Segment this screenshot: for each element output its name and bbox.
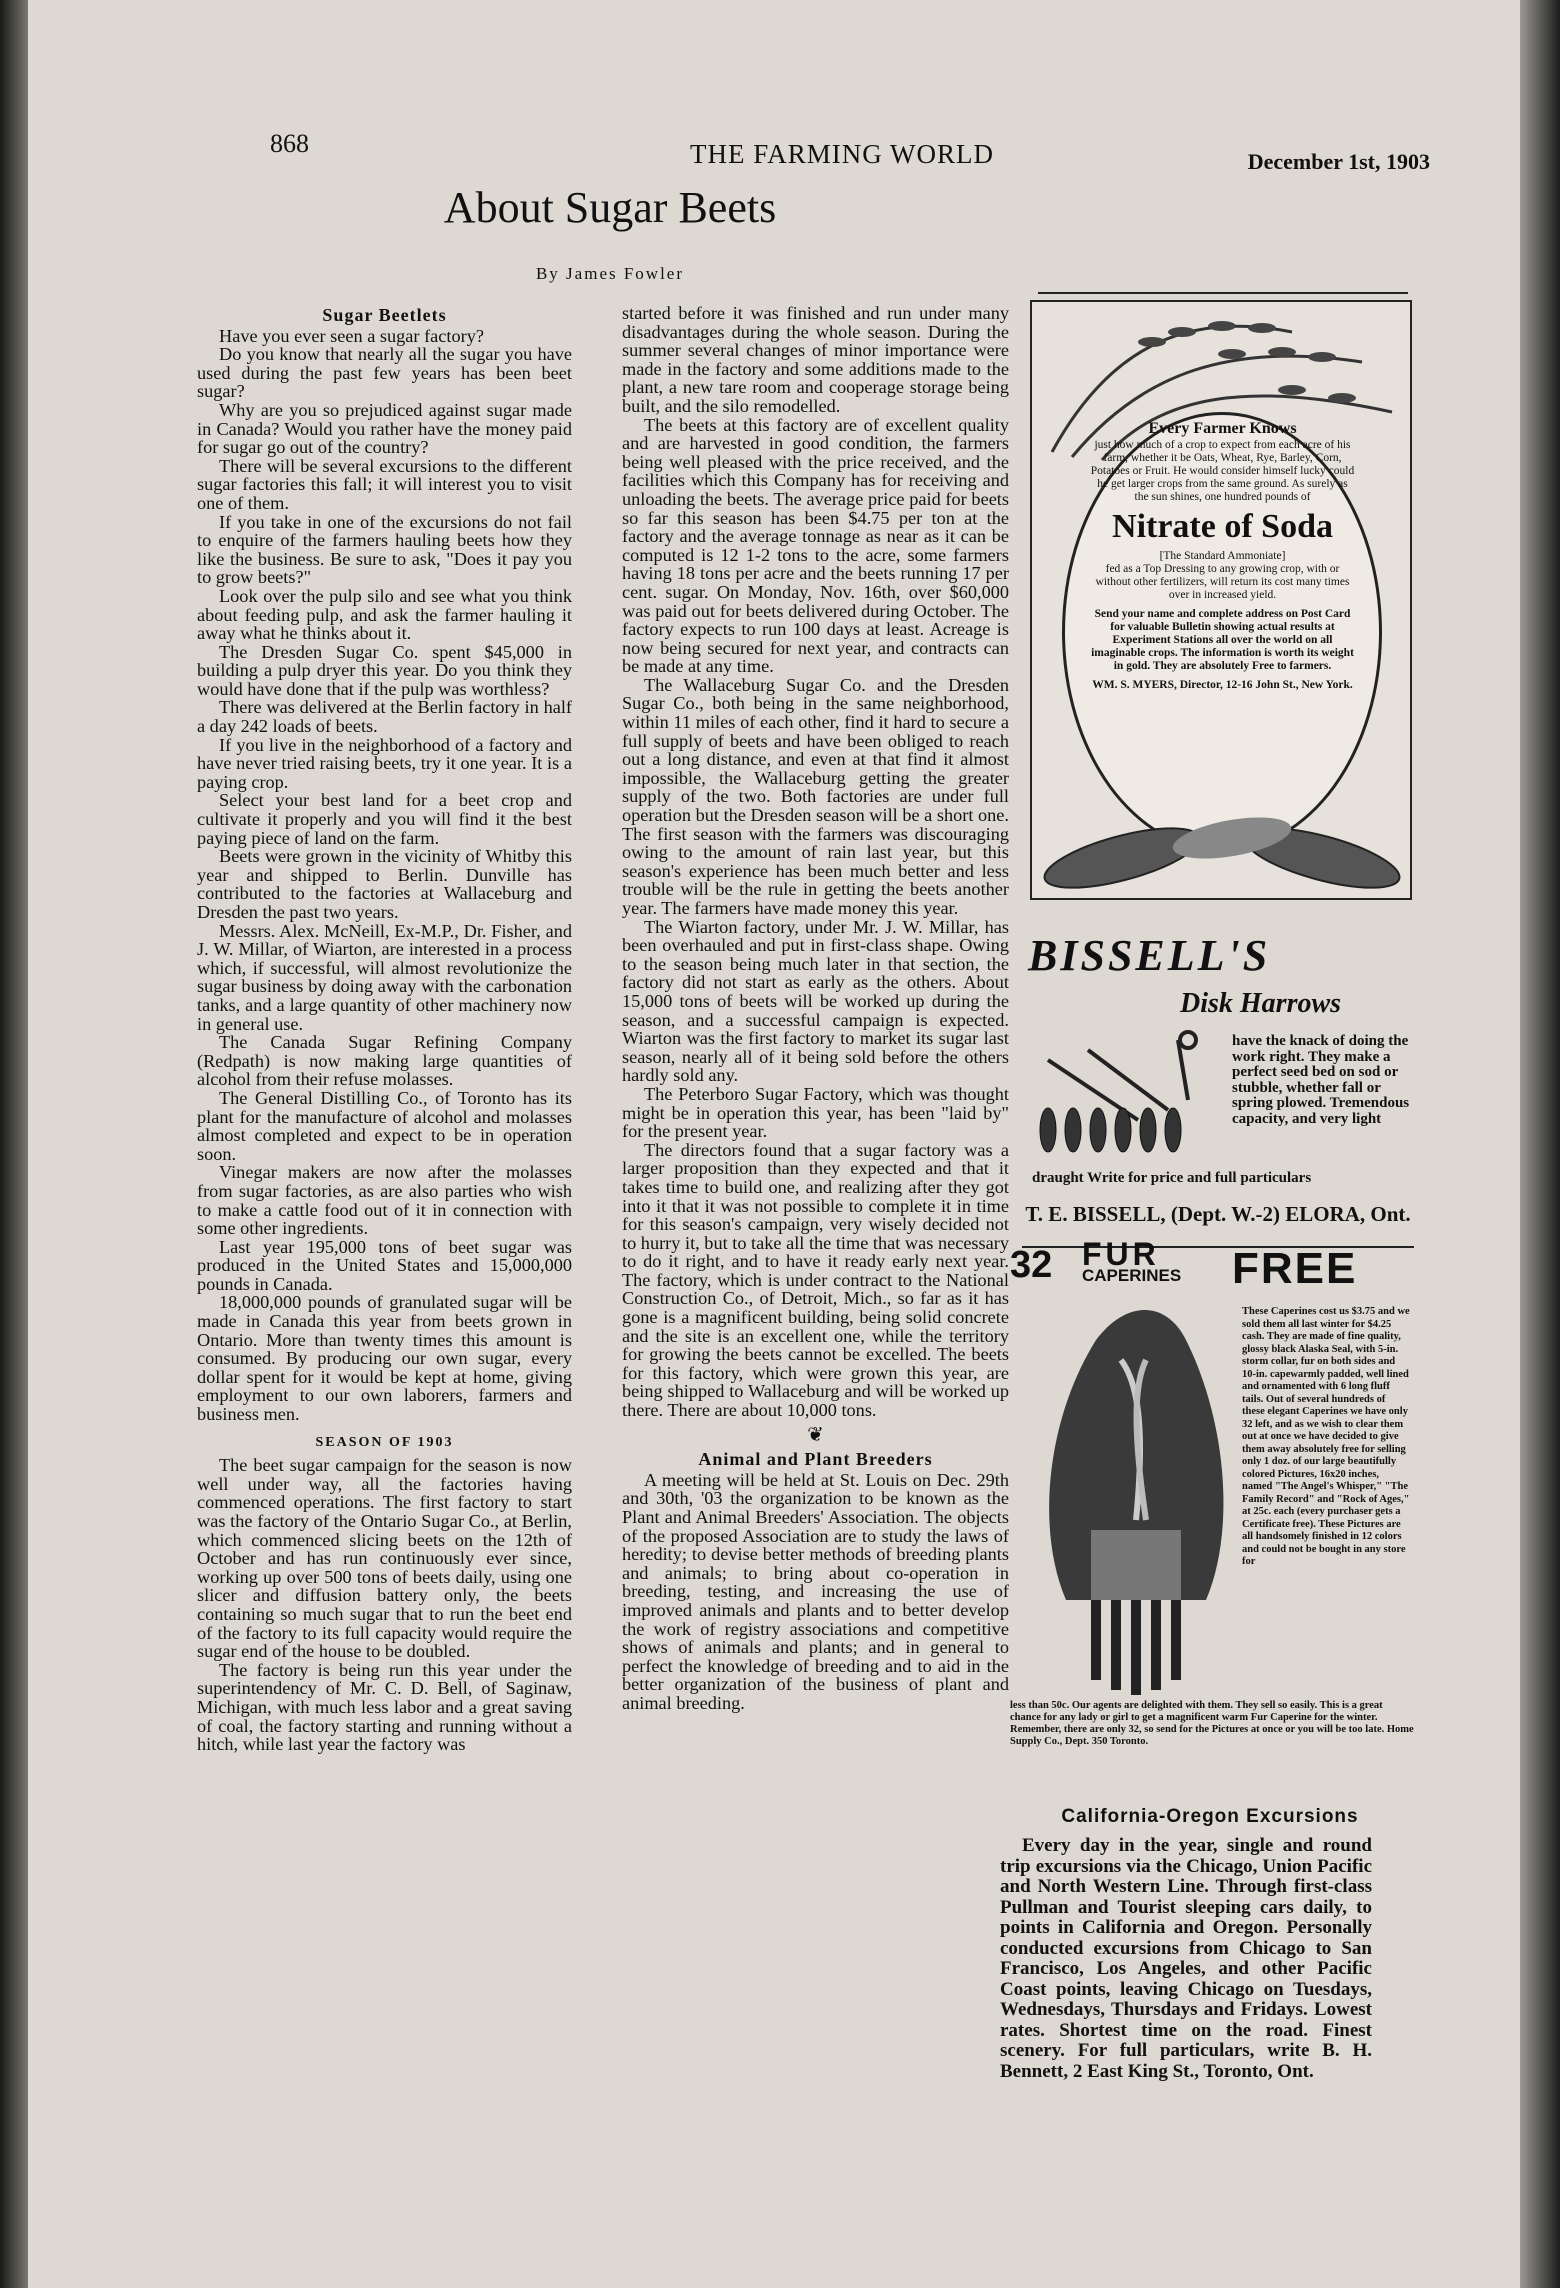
paragraph: The Wiarton factory, under Mr. J. W. Millar, has been overhauled and put in first-class shape. Owing to the season being much later in that section, the factory did not start as early as the others. About 15,000 tons of beets will be worked up during the season, and a successful campaign is expected. Wiarton was the first factory to market its sugar last season, nearly all of it being sold before the others hardly sold any. xyxy=(622,916,1009,1086)
ad-brand: BISSELL'S xyxy=(1028,931,1271,980)
ad-product: Nitrate of Soda xyxy=(1112,508,1333,545)
paragraph: Do you know that nearly all the sugar you have used during the past few years has been beet sugar? xyxy=(197,344,572,402)
ad-number: 32 xyxy=(1010,1244,1053,1286)
corn-illustration-icon xyxy=(1032,778,1412,898)
paragraph: The Peterboro Sugar Factory, which was thought might be in operation this year, has been "laid by" for the present year. xyxy=(622,1083,1009,1142)
article-title: About Sugar Beets xyxy=(443,183,777,232)
paragraph: Beets were grown in the vicinity of Whitby this year and shipped to Berlin. Dunville has contributed to the factories at Wallaceburg and Dresden the past two years. xyxy=(197,846,572,922)
column-1 xyxy=(197,300,572,1754)
ad-intro: just how much of a crop to expect from each acre of his farm, whether it be Oats, Wheat, Rye, Barley, Corn, Potatoes or Fruit. He would consider himself lucky could he get larger crops from the same ground. As surely as the sun shines, one hundred pounds of xyxy=(1090,439,1355,503)
paragraph: The Canada Sugar Refining Company (Redpath) is now making large quantities of alcohol from their refuse molasses. xyxy=(197,1032,572,1090)
paragraph: The beet sugar campaign for the season is now well under way, all the factories having commenced operations. The first factory to start was the factory of the Ontario Sugar Co., at Berlin, which commenced slicing beets on the 12th of October and has run continuously ever since, working up over 500 tons of beets daily, using one slicer and diffusion battery only, the beets containing so much sugar that to run the beet end of the factory to its full capacity would require the sugar end of the house to be doubled. xyxy=(197,1455,572,1662)
paragraph: Why are you so prejudiced against sugar made in Canada? Would you rather have the money paid for sugar go out of the country? xyxy=(197,399,572,458)
ad-footer: less than 50c. Our agents are delighted with them. They sell so easily. This is a great chance for any lady or girl to get a magnificent warm Fur Caperine for the winter. Remember, there are only 32, so send for the Pictures at once or you will be too late. Home Supply Co., Dept. 350 Toronto. xyxy=(1010,1700,1414,1747)
paragraph: The Wallaceburg Sugar Co. and the Dresden Sugar Co., both being in the same neighborhood, within 11 miles of each other, find it hard to secure a full supply of beets and have been obliged to reach out a long distance, and even at that find it almost impossible, the Wallaceburg getting the greater supply of the two. Both factories are under full operation but the Dresden season will be a short one. The first season with the farmers was discouraging owing to the amount of rain last year, but this season's experience has been much better and less trouble will be the rule in getting the beets another year. The farmers have made money this year. xyxy=(622,674,1009,918)
ad-offer: Send your name and complete address on Post Card for valuable Bulletin showing actual results at Experiment Stations all over the world on all imaginable crops. The information is worth its weight in gold. They are absolutely Free to farmers. xyxy=(1091,608,1354,672)
journal-name: THE FARMING WORLD xyxy=(690,139,994,169)
ornament-icon: ❦ xyxy=(807,1423,824,1446)
paragraph: The directors found that a sugar factory was a larger proposition than they expected and that it takes time to build one, and realizing after they got into it that it was not possible to complete it in time for this season's campaign, very wisely decided not to hurry it, but to take all the time that was necessary to do it right, and to have it ready early next year. The factory, which is under contract to the National Construction Co., of Detroit, Mich., so far as it has gone is a magnificent building, being solid concrete and the site is an excellent one, while the territory for growing the beets cannot be excelled. The beets for this factory, which were grown this year, are being shipped to Wallaceburg and will be worked up there. There are about 10,000 tons. xyxy=(622,1139,1009,1421)
paragraph: The General Distilling Co., of Toronto has its plant for the manufacture of alcohol and molasses almost completed and expect to be in operation soon. xyxy=(197,1087,572,1164)
paragraph: The factory is being run this year under the superintendency of Mr. C. D. Bell, of Saginaw, Michigan, with much less labor and a great saving of coal, the factory starting and running without a hitch, while last year the factory was xyxy=(197,1659,572,1755)
ad-body: fed as a Top Dressing to any growing crop, with or without other fertilizers, will return its cost many times over in increased yield. xyxy=(1095,563,1350,601)
fur-ad-header xyxy=(1010,1240,1414,1293)
paragraph: If you take in one of the excursions do not fail to enquire of the farmers hauling beets how they like the business. Be sure to ask, "Does it pay you to grow beets?" xyxy=(197,511,572,588)
section-heading-season: SEASON OF 1903 xyxy=(315,1434,454,1450)
paragraph: Look over the pulp silo and see what you think about feeding pulp, and ask the farmer hauling it away what he thinks about it. xyxy=(197,585,572,644)
paragraph: Have you ever seen a sugar factory? xyxy=(219,325,484,346)
paragraph: Messrs. Alex. McNeill, Ex-M.P., Dr. Fisher, and J. W. Millar, of Wiarton, are interested in a process which, if successful, will almost revolutionize the sugar business by doing away with the carbonation tanks, and a large quantity of other machinery now in general use. xyxy=(197,920,572,1034)
paragraph: There will be several excursions to the different sugar factories this fall; it will interest you to visit one of them. xyxy=(197,455,572,513)
issue-date: December 1st, 1903 xyxy=(1247,149,1430,174)
ad-body: have the knack of doing the work right. They make a perfect seed bed on sod or stubble, whether fall or spring plowed. Tremendous capacity, and very light xyxy=(1232,1033,1410,1127)
section-heading-breeders: Animal and Plant Breeders xyxy=(698,1449,933,1470)
paragraph: If you live in the neighborhood of a factory and have never tried raising beets, try it one year. It is a paying crop. xyxy=(197,734,572,792)
excursions-heading: California-Oregon Excursions xyxy=(1061,1806,1359,1827)
ad-subtitle: [The Standard Ammoniate] xyxy=(1159,550,1286,562)
column-2 xyxy=(622,304,1009,1713)
article-byline: By James Fowler xyxy=(535,264,685,283)
column-rule xyxy=(1038,292,1408,294)
section-heading-sugar-beetlets: Sugar Beetlets xyxy=(322,305,447,325)
nitrate-of-soda-ad xyxy=(1030,300,1412,900)
running-header xyxy=(270,125,1440,174)
paragraph: Vinegar makers are now after the molasses from sugar factories, as are also parties who wish to make a cattle food out of it in connection with some other ingredients. xyxy=(197,1162,572,1239)
disk-harrow-icon xyxy=(1028,1030,1228,1160)
paragraph: The beets at this factory are of excellent quality and are harvested in good condition, the farmers being well pleased with the price received, and the facilities which this Company has for receiving and unloading the beets. The average price paid for beets so far this season has been $4.75 per ton at the factory and the average tonnage as near as it can be computed is 12 1-2 tons to the acre, some farmers having 18 tons per acre and the beets running 17 per cent. sugar. On Monday, Nov. 16th, over $60,000 was paid out for beets delivered during October. The factory expects to run 100 days at least. Acreage is now being secured for next year, and contracts can be made at any time. xyxy=(622,414,1009,677)
ad-word-caperines: CAPERINES xyxy=(1082,1266,1182,1285)
ad-address: T. E. BISSELL, (Dept. W.-2) ELORA, Ont. xyxy=(1025,1202,1411,1226)
fur-caperines-ad xyxy=(1010,1240,1414,1770)
ad-heading: Every Farmer Knows xyxy=(1148,420,1297,437)
scan-edge-left xyxy=(0,0,28,2288)
ad-draught: draught Write for price and full particulars xyxy=(1032,1170,1312,1186)
paragraph: There was delivered at the Berlin factory in half a day 242 loads of beets. xyxy=(197,697,572,737)
paragraph: Every day in the year, single and round trip excursions via the Chicago, Union Pacific and North Western Line. Through first-class Pullman and Tourist sleeping cars daily, to points in California and Oregon. Personally conducted excursions from Chicago to San Francisco, Los Angeles, and other Pacific Coast points, leaving Chicago on Tuesdays, Wednesdays, Thursdays and Fridays. Lowest rates. Shortest time on the road. Finest scenery. For full particulars, write B. H. Bennett, 2 East King St., Toronto, Ont. xyxy=(1000,1835,1372,2082)
ad-word-fur: FUR xyxy=(1082,1240,1160,1272)
scan-edge-right xyxy=(1520,0,1560,2288)
ad-address: WM. S. MYERS, Director, 12-16 John St., New York. xyxy=(1092,679,1353,691)
bissell-harrow-ad xyxy=(1022,930,1414,1248)
paragraph: started before it was finished and run under many disadvantages during the whole season. During the summer several changes of minor importance were made in the factory and some additions made to the plant, a new tare room and cooperage storage being built, and the silo remodelled. xyxy=(622,303,1009,416)
paragraph: 18,000,000 pounds of granulated sugar will be made in Canada this year from beets grown in Ontario. More than twenty times this amount is consumed. By producing our own sugar, every dollar spent for it would be kept at home, giving employment to our own laborers, farmers and business men. xyxy=(197,1292,572,1425)
ad-product: Disk Harrows xyxy=(1180,988,1342,1019)
ad-body: These Caperines cost us $3.75 and we sold them all last winter for $4.25 cash. They are made of fine quality, glossy black Alaska Seal, with 5-in. storm collar, fur on both sides and 10-in. capewarmly padded, well lined and ornamented with 6 long fluff tails. Out of several hundreds of these elegant Caperines we have only 32 left, and as we wish to clear them out at once we have decided to give them away absolutely free for selling only 1 doz. of our large beautifully colored Pictures, 16x20 inches, named "The Angel's Whisper," "The Family Record" and "Rock of Ages," at 25c. each (every purchaser gets a Certificate free). These Pictures are all handsomely finished in 12 colors and could not be bought in any store for xyxy=(1242,1306,1410,1567)
fur-caperine-icon xyxy=(1036,1300,1236,1700)
ad-word-free: FREE xyxy=(1232,1244,1358,1293)
page-number: 868 xyxy=(270,129,309,158)
excursions-body xyxy=(1000,1836,1372,2082)
paragraph: A meeting will be held at St. Louis on Dec. 29th and 30th, '03 the organization to be known as the Plant and Animal Breeders' Association. The objects of the proposed Association are to study the laws of heredity; to devise better methods of breeding plants and animals; to bring about co-operation in breeding, testing, and increasing the use of improved animals and plants and to better develop the work of registry associations and competitive shows of animals and plants; and in general to perfect the knowledge of breeding and to aid in the better organization of the business of plant and animal breeding. xyxy=(622,1469,1009,1713)
paragraph: The Dresden Sugar Co. spent $45,000 in building a pulp dryer this year. Do you think they would have done that if the pulp was worthless? xyxy=(197,641,572,699)
paragraph: Last year 195,000 tons of beet sugar was produced in the United States and 15,000,000 pounds in Canada. xyxy=(197,1236,572,1294)
nitrate-ad-text xyxy=(1090,422,1355,692)
paragraph: Select your best land for a beet crop and cultivate it properly and you will find it the best paying piece of land on the farm. xyxy=(197,790,572,848)
